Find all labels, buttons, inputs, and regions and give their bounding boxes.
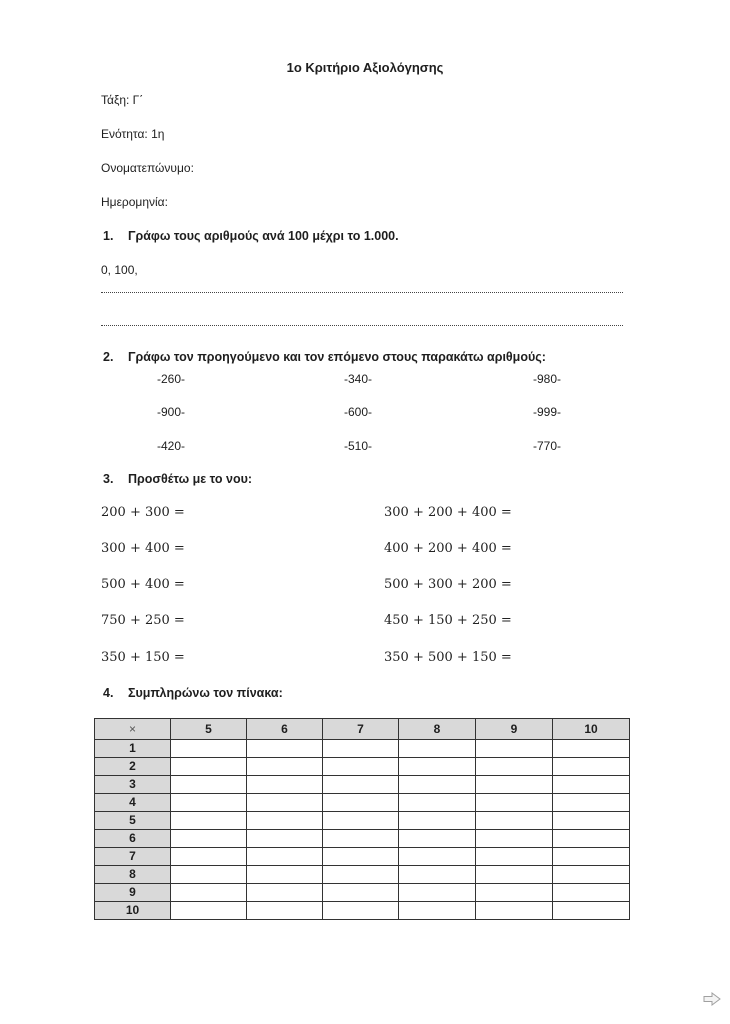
number-item: -340-: [344, 372, 373, 386]
table-row: [95, 884, 630, 902]
question-number: 2.: [103, 350, 114, 364]
answer-cell[interactable]: [323, 830, 399, 848]
number-item: -770-: [533, 439, 562, 453]
answer-cell[interactable]: [171, 866, 247, 884]
answer-cell[interactable]: [476, 794, 553, 812]
addition-equation: 200 + 300 =: [101, 505, 185, 520]
addition-equation: 300 + 200 + 400 =: [384, 505, 512, 520]
answer-cell[interactable]: [323, 902, 399, 920]
addition-equation: 400 + 200 + 400 =: [384, 541, 512, 556]
number-item: -260-: [157, 372, 186, 386]
column-header: 10: [553, 719, 630, 740]
addition-equation: 350 + 150 =: [101, 650, 185, 665]
table-row: [95, 830, 630, 848]
row-header: 7: [95, 848, 171, 866]
column-header: 9: [476, 719, 553, 740]
column-header: 8: [399, 719, 476, 740]
row-header: 6: [95, 830, 171, 848]
answer-cell[interactable]: [553, 812, 630, 830]
answer-cell[interactable]: [171, 758, 247, 776]
question-number: 3.: [103, 472, 114, 486]
answer-cell[interactable]: [553, 902, 630, 920]
answer-cell[interactable]: [399, 902, 476, 920]
question-number: 4.: [103, 686, 114, 700]
row-header: 3: [95, 776, 171, 794]
table-header-row: [95, 719, 630, 740]
answer-cell[interactable]: [476, 902, 553, 920]
answer-cell[interactable]: [323, 848, 399, 866]
answer-cell[interactable]: [247, 830, 323, 848]
question-3-heading: [103, 472, 252, 486]
table-row: [95, 848, 630, 866]
next-page-arrow-icon[interactable]: [703, 992, 721, 1006]
answer-cell[interactable]: [399, 758, 476, 776]
answer-cell[interactable]: [553, 740, 630, 758]
row-header: 1: [95, 740, 171, 758]
answer-cell[interactable]: [476, 758, 553, 776]
row-header: 9: [95, 884, 171, 902]
unit-field: Ενότητα: 1η: [101, 127, 165, 141]
row-header: 4: [95, 794, 171, 812]
answer-cell[interactable]: [247, 794, 323, 812]
answer-cell[interactable]: [476, 812, 553, 830]
number-item: -420-: [157, 439, 186, 453]
answer-cell[interactable]: [323, 758, 399, 776]
row-header: 5: [95, 812, 171, 830]
table-row: [95, 866, 630, 884]
row-header: 10: [95, 902, 171, 920]
answer-cell[interactable]: [476, 866, 553, 884]
answer-cell[interactable]: [323, 884, 399, 902]
answer-cell[interactable]: [399, 812, 476, 830]
row-header: 2: [95, 758, 171, 776]
sequence-start: 0, 100,: [101, 263, 138, 277]
question-4-heading: [103, 686, 283, 700]
answer-cell[interactable]: [171, 902, 247, 920]
answer-cell[interactable]: [247, 848, 323, 866]
column-header: 5: [171, 719, 247, 740]
answer-cell[interactable]: [553, 794, 630, 812]
answer-cell[interactable]: [171, 884, 247, 902]
dotted-answer-line: [101, 292, 623, 293]
table-row: [95, 776, 630, 794]
answer-cell[interactable]: [399, 776, 476, 794]
column-header: 6: [247, 719, 323, 740]
answer-cell[interactable]: [476, 740, 553, 758]
addition-equation: 500 + 300 + 200 =: [384, 577, 512, 592]
question-text: Γράφω τους αριθμούς ανά 100 μέχρι το 1.000.: [128, 229, 399, 243]
number-item: -600-: [344, 405, 373, 419]
addition-equation: 350 + 500 + 150 =: [384, 650, 512, 665]
answer-cell[interactable]: [553, 884, 630, 902]
answer-cell[interactable]: [323, 794, 399, 812]
number-item: -980-: [533, 372, 562, 386]
answer-cell[interactable]: [476, 884, 553, 902]
name-field: Ονοματεπώνυμο:: [101, 161, 194, 175]
times-icon: ×: [95, 719, 171, 740]
class-field: Τάξη: Γ΄: [101, 93, 144, 107]
answer-cell[interactable]: [247, 758, 323, 776]
column-header: 7: [323, 719, 399, 740]
answer-cell[interactable]: [553, 776, 630, 794]
addition-equation: 300 + 400 =: [101, 541, 185, 556]
answer-cell[interactable]: [247, 902, 323, 920]
answer-cell[interactable]: [399, 848, 476, 866]
answer-cell[interactable]: [171, 830, 247, 848]
number-item: -900-: [157, 405, 186, 419]
table-row: [95, 794, 630, 812]
question-2-heading: [103, 350, 546, 364]
addition-equation: 500 + 400 =: [101, 577, 185, 592]
answer-cell[interactable]: [247, 740, 323, 758]
answer-cell[interactable]: [553, 866, 630, 884]
answer-cell[interactable]: [399, 884, 476, 902]
answer-cell[interactable]: [171, 812, 247, 830]
answer-cell[interactable]: [171, 794, 247, 812]
answer-cell[interactable]: [553, 830, 630, 848]
date-field: Ημερομηνία:: [101, 195, 168, 209]
answer-cell[interactable]: [247, 866, 323, 884]
multiplication-table: [94, 718, 630, 920]
answer-cell[interactable]: [247, 812, 323, 830]
answer-cell[interactable]: [399, 830, 476, 848]
answer-cell[interactable]: [476, 830, 553, 848]
answer-cell[interactable]: [171, 740, 247, 758]
addition-equation: 750 + 250 =: [101, 613, 185, 628]
number-item: -999-: [533, 405, 562, 419]
answer-cell[interactable]: [247, 776, 323, 794]
question-text: Συμπληρώνω τον πίνακα:: [128, 686, 283, 700]
row-header: 8: [95, 866, 171, 884]
table-row: [95, 812, 630, 830]
answer-cell[interactable]: [247, 884, 323, 902]
table-row: [95, 902, 630, 920]
addition-equation: 450 + 150 + 250 =: [384, 613, 512, 628]
table-row: [95, 758, 630, 776]
answer-cell[interactable]: [323, 776, 399, 794]
answer-cell[interactable]: [476, 848, 553, 866]
number-item: -510-: [344, 439, 373, 453]
answer-cell[interactable]: [553, 848, 630, 866]
answer-cell[interactable]: [399, 740, 476, 758]
answer-cell[interactable]: [171, 776, 247, 794]
table-row: [95, 740, 630, 758]
answer-cell[interactable]: [171, 848, 247, 866]
answer-cell[interactable]: [553, 758, 630, 776]
question-number: 1.: [103, 229, 114, 243]
answer-cell[interactable]: [323, 812, 399, 830]
page-title: 1ο Κριτήριο Αξιολόγησης: [286, 60, 444, 75]
question-1-heading: [103, 229, 399, 243]
answer-cell[interactable]: [399, 866, 476, 884]
question-text: Γράφω τον προηγούμενο και τον επόμενο στους παρακάτω αριθμούς:: [128, 350, 546, 364]
dotted-answer-line: [101, 325, 623, 326]
answer-cell[interactable]: [323, 740, 399, 758]
question-text: Προσθέτω με το νου:: [128, 472, 253, 486]
answer-cell[interactable]: [476, 776, 553, 794]
answer-cell[interactable]: [323, 866, 399, 884]
answer-cell[interactable]: [399, 794, 476, 812]
